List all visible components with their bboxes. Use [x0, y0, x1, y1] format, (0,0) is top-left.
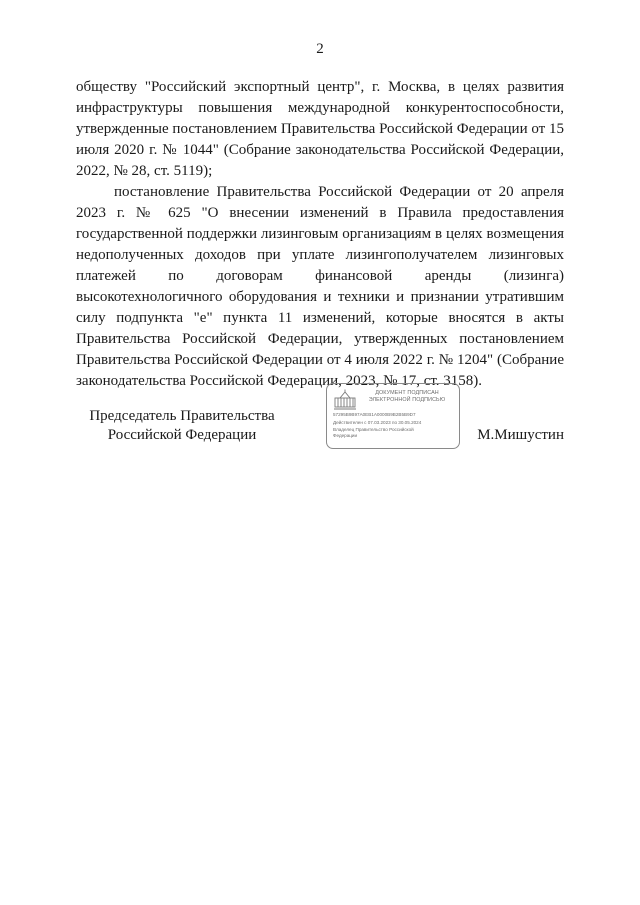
stamp-header [359, 390, 455, 404]
stamp-owner-line-1: Владелец Правительство Российской [333, 427, 414, 432]
document-body [76, 77, 564, 392]
stamp-header-line-2: ЭЛЕКТРОННОЙ ПОДПИСЬЮ [368, 397, 446, 403]
electronic-signature-stamp [326, 383, 460, 449]
government-emblem-icon [333, 389, 357, 411]
paragraph-resolution: постановление Правительства Российской Федерации от 20 апреля 2023 г. № 625 "О внесении изменений в Правила предоставления государственной поддержки лизинговым организациям в целях возмещения недополученных доходов при уплате лизингополучателем лизинговых платежей по договорам финансовой аренды (лизинга) высокотехнологичного оборудования и техники и признании утратившим силу подпункта "е" пункта 11 изменений, которые вносятся в акты Правительства Российской Федерации, утвержденных постановлением Правительства Российской Федерации от 4 июля 2022 г. № 1204" (Собрание законодательства Российской Федерации, 2023, № 17, ст. 3158). [76, 184, 564, 389]
signer-title [76, 407, 288, 445]
stamp-certificate: 57295B9B97A0EB1A0000B9B2B5B9D7 [333, 412, 416, 417]
signer-title-line-1: Председатель Правительства [89, 408, 275, 424]
signer-title-line-2: Российской Федерации [107, 427, 257, 443]
paragraph-continued: обществу "Российский экспортный центр", г. Москва, в целях развития инфраструктуры повышения международной конкурентоспособности, утвержденные постановлением Правительства Российской Федерации от 15 июля 2020 г. № 1044" (Собрание законодательства Российской Федерации, 2022, № 28, ст. 5119); [76, 79, 564, 179]
signer-name: М.Мишустин [477, 427, 564, 443]
stamp-header-line-1: ДОКУМЕНТ ПОДПИСАН [375, 390, 439, 396]
stamp-owner-line-2: Федерации [333, 433, 358, 438]
page-number: 2 [316, 41, 324, 57]
stamp-validity: Действителен с 07.03.2023 по 30.05.2024 [333, 420, 422, 425]
